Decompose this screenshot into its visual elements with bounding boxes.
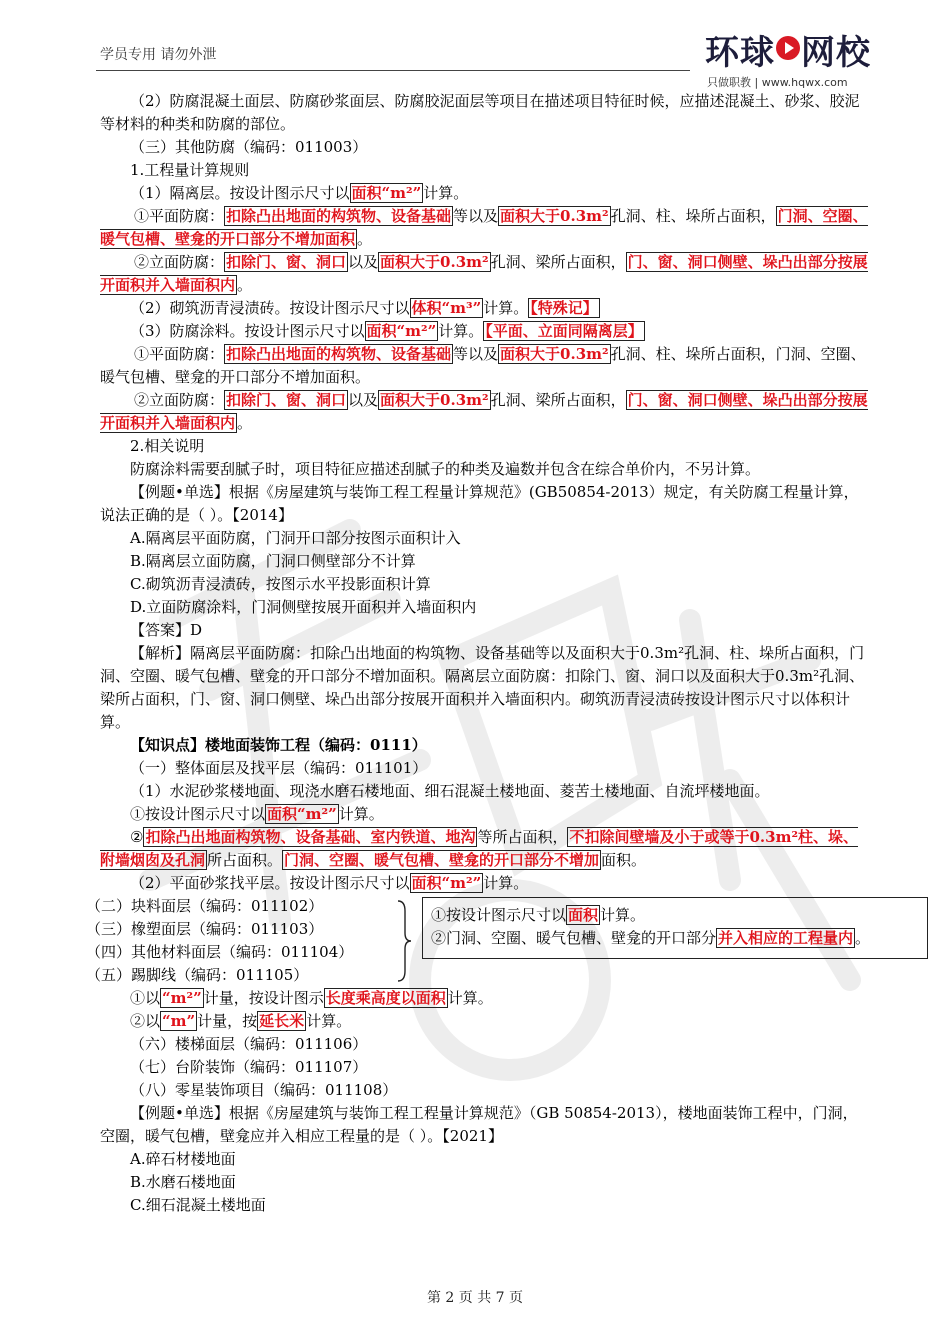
logo-text-a: 环球 xyxy=(705,33,775,73)
highlight-box: 门、窗、洞口侧壁、垛凸出部分按展开面积并入墙面积内 xyxy=(100,253,868,294)
para-5: ①平面防腐： 扣除凸出地面的构筑物、设备基础 等以及 面积大于0.3m² 孔洞、柱、垛所占面积， 门洞、空圈、暖气包槽、壁龛的开口部分不增加面积 。 xyxy=(100,207,868,248)
analysis: 【解析】隔离层平面防腐：扣除凸出地面的构筑物、设备基础等以及面积大于0.3m²孔洞、柱、垛所占面积，门洞、空圈、暖气包槽、壁龛的开口部分不增加面积。隔离层立面防腐：扣除门、窗、洞口以及面积大于0.3m²孔洞、梁所占面积，门、窗、洞口侧壁、垛凸出部分按展开面积并入墙面积内。砌筑沥青浸渍砖按设计图示尺寸以体积计算。 xyxy=(100,644,865,731)
rule-line-2: ②门洞、空圈、暖气包槽、壁龛的开口部分 并入相应的工程量内 。 xyxy=(431,929,871,947)
example-question-1: 【例题•单选】根据《房屋建筑与装饰工程工程量计算规范》(GB50854-2013）规定，有关防腐工程量计算，说法正确的是（ ）。【2014】 xyxy=(100,483,859,524)
highlight-box: 体积“m³” xyxy=(411,299,482,317)
highlight-box: 门洞、空圈、暖气包槽、壁龛的开口部分不增加 xyxy=(284,851,600,869)
logo-subtitle: 只做职教 | www.hqwx.com xyxy=(707,76,848,89)
highlight-box: 面积大于0.3m² xyxy=(380,253,489,271)
highlight-box: 【特殊记】 xyxy=(530,299,598,317)
para-2: （三）其他防腐（编码：011003） xyxy=(130,138,368,156)
highlight-box: 扣除门、窗、洞口 xyxy=(226,391,347,409)
answer: 【答案】D xyxy=(130,621,203,639)
para-3: 1.工程量计算规则 xyxy=(130,161,250,179)
highlight-box: 面积大于0.3m² xyxy=(500,345,609,363)
para-22: （1）水泥砂浆楼地面、现浇水磨石楼地面、细石混凝土楼地面、菱苦土楼地面、自流坪楼地面。 xyxy=(130,782,770,800)
list-item: （五）踢脚线（编码：011105） xyxy=(86,966,309,984)
header-left-text: 学员专用 请勿外泄 xyxy=(100,47,217,63)
logo-text-b: 网校 xyxy=(801,33,871,73)
para-27: ②以 “m” 计量，按 延长米 计算。 xyxy=(130,1012,352,1030)
para-12: 防腐涂料需要刮腻子时，项目特征应描述刮腻子的种类及遍数并包含在综合单价内，不另计算。 xyxy=(130,460,761,478)
rule-box xyxy=(422,897,928,959)
list-item: （四）其他材料面层（编码：011104） xyxy=(86,943,354,961)
highlight-box: 面积 xyxy=(568,906,599,924)
logo xyxy=(705,34,885,94)
highlight-box: 面积“m²” xyxy=(351,184,422,202)
rule-line-1: ①按设计图示尺寸以 面积 计算。 xyxy=(431,906,646,924)
highlight-box: 面积大于0.3m² xyxy=(380,391,489,409)
option-c: C.砌筑沥青浸渍砖，按图示水平投影面积计算 xyxy=(130,575,431,593)
bracket-group xyxy=(86,895,872,987)
para-10: ②立面防腐： 扣除门、窗、洞口 以及 面积大于0.3m² 孔洞、梁所占面积， 门、窗、洞口侧壁、垛凸出部分按展开面积并入墙面积内 。 xyxy=(100,391,868,432)
play-icon xyxy=(776,36,800,60)
para-8: （3）防腐涂料。按设计图示尺寸以 面积“m²” 计算。 【平面、立面同隔离层】 xyxy=(130,322,643,340)
highlight-box: 扣除凸出地面构筑物、设备基础、室内铁道、地沟 xyxy=(145,828,476,846)
option-c: C.细石混凝土楼地面 xyxy=(130,1196,266,1214)
highlight-box: 扣除门、窗、洞口 xyxy=(226,253,347,271)
page-number: 第 2 页 共 7 页 xyxy=(426,1290,524,1306)
para-29: （七）台阶装饰（编码：011107） xyxy=(130,1058,368,1076)
highlight-box: 并入相应的工程量内 xyxy=(718,929,854,947)
option-b: B.水磨石楼地面 xyxy=(130,1173,236,1191)
para-24: ② 扣除凸出地面构筑物、设备基础、室内铁道、地沟 等所占面积， 不扣除间壁墙及小于或等于0.3m²柱、垛、附墙烟囱及孔洞 所占面积。 门洞、空圈、暖气包槽、壁龛的开口部分不增加 面积。 xyxy=(100,828,859,869)
highlight-box: 面积大于0.3m² xyxy=(500,207,609,225)
para-30: （八）零星装饰项目（编码：011108） xyxy=(130,1081,398,1099)
option-a: A.碎石材楼地面 xyxy=(130,1150,236,1168)
highlight-box: “m²” xyxy=(162,989,202,1007)
para-11: 2.相关说明 xyxy=(130,437,205,455)
highlight-box: 面积“m²” xyxy=(267,805,337,823)
para-1: （2）防腐混凝土面层、防腐砂浆面层、防腐胶泥面层等项目在描述项目特征时候，应描述混凝土、砂浆、胶泥等材料的种类和防腐的部位。 xyxy=(100,92,860,133)
highlight-box: 扣除凸出地面的构筑物、设备基础 xyxy=(226,207,452,225)
example-question-2: 【例题•单选】根据《房屋建筑与装饰工程工程量计算规范》（GB 50854-2013），楼地面装饰工程中，门洞，空圈，暖气包槽，壁龛应并入相应工程量的是（ ）。【2021】 xyxy=(100,1104,858,1145)
para-26: ①以 “m²” 计量，按设计图示 长度乘高度以面积 计算。 xyxy=(130,989,493,1007)
highlight-box: 门洞、空圈、暖气包槽、壁龛的开口部分不增加面积 xyxy=(100,207,868,248)
highlight-box: 延长米 xyxy=(259,1012,305,1030)
brace-icon xyxy=(396,899,412,983)
para-23: ①按设计图示尺寸以 面积“m²” 计算。 xyxy=(130,805,384,823)
para-4: （1）隔离层。按设计图示尺寸以 面积“m²” 计算。 xyxy=(130,184,469,202)
para-6: ②立面防腐： 扣除门、窗、洞口 以及 面积大于0.3m² 孔洞、梁所占面积， 门、窗、洞口侧壁、垛凸出部分按展开面积并入墙面积内 。 xyxy=(100,253,868,294)
highlight-box: 长度乘高度以面积 xyxy=(325,989,446,1007)
option-b: B.隔离层立面防腐，门洞口侧壁部分不计算 xyxy=(130,552,416,570)
option-d: D.立面防腐涂料，门洞侧壁按展开面积并入墙面积内 xyxy=(130,598,477,616)
highlight-box: 【平面、立面同隔离层】 xyxy=(485,322,643,340)
para-25: （2）平面砂浆找平层。按设计图示尺寸以 面积“m²” 计算。 xyxy=(130,874,529,892)
list-item: （二）块料面层（编码：011102） xyxy=(86,897,324,915)
highlight-box: 扣除凸出地面的构筑物、设备基础 xyxy=(226,345,452,363)
highlight-box: 不扣除间壁墙及小于或等于0.3m²柱、垛、附墙烟囱及孔洞 xyxy=(100,828,859,869)
option-a: A.隔离层平面防腐，门洞开口部分按图示面积计入 xyxy=(130,529,461,547)
para-21: （一）整体面层及找平层（编码：011101） xyxy=(130,759,428,777)
list-item: （三）橡塑面层（编码：011103） xyxy=(86,920,324,938)
para-28: （六）楼梯面层（编码：011106） xyxy=(130,1035,368,1053)
highlight-box: “m” xyxy=(162,1012,196,1030)
header-rule xyxy=(96,70,690,71)
highlight-box: 面积“m²” xyxy=(411,874,482,892)
highlight-box: 面积“m²” xyxy=(366,322,437,340)
para-9: ①平面防腐： 扣除凸出地面的构筑物、设备基础 等以及 面积大于0.3m² 孔洞、柱、垛所占面积，门洞、空圈、暖气包槽、壁龛的开口部分不增加面积。 xyxy=(100,345,866,386)
highlight-box: 门、窗、洞口侧壁、垛凸出部分按展开面积并入墙面积内 xyxy=(100,391,868,432)
section-heading: 【知识点】楼地面装饰工程（编码：0111） xyxy=(130,736,427,754)
para-7: （2）砌筑沥青浸渍砖。按设计图示尺寸以 体积“m³” 计算。 【特殊记】 xyxy=(130,299,598,317)
